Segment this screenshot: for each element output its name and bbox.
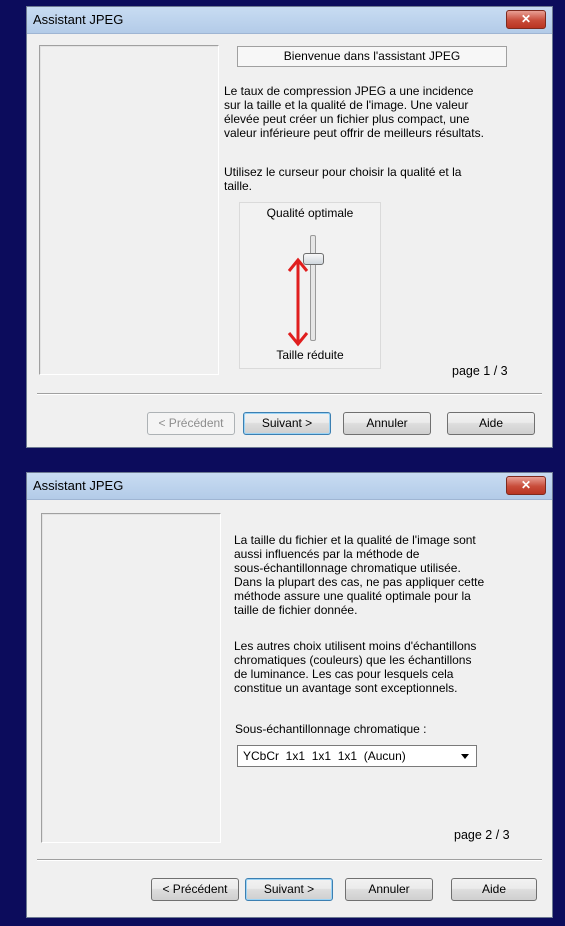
slider-track[interactable] bbox=[310, 235, 316, 341]
page-indicator: page 1 / 3 bbox=[452, 364, 508, 378]
separator bbox=[37, 859, 542, 861]
help-button[interactable]: Aide bbox=[451, 878, 537, 901]
jpeg-wizard-dialog-page2 bbox=[26, 472, 553, 918]
subsampling-description: La taille du fichier et la qualité de l'image sont aussi influencés par la méthode de sous-échantillonnage chromatique utilisée. Dans la plupart des cas, ne pas appliquer cette méthode assure une qualité optimale pour la taille de fichier donnée. bbox=[234, 533, 485, 617]
chroma-subsampling-select[interactable] bbox=[237, 745, 477, 767]
slider-bottom-label: Taille réduite bbox=[276, 348, 344, 362]
subsampling-label: Sous-échantillonnage chromatique : bbox=[235, 722, 427, 736]
previous-button[interactable]: < Précédent bbox=[151, 878, 239, 901]
slider-top-label: Qualité optimale bbox=[266, 206, 354, 220]
instruction-paragraph: Utilisez le curseur pour choisir la qualité et la taille. bbox=[224, 165, 462, 193]
jpeg-wizard-dialog-page1 bbox=[26, 6, 553, 448]
close-button[interactable] bbox=[506, 10, 546, 29]
next-button[interactable]: Suivant > bbox=[245, 878, 333, 901]
quality-slider-panel bbox=[239, 202, 381, 369]
close-button[interactable] bbox=[506, 476, 546, 495]
title-bar bbox=[27, 7, 552, 34]
separator bbox=[37, 393, 542, 395]
double-arrow-icon bbox=[286, 256, 310, 348]
wizard-image-panel bbox=[41, 513, 221, 843]
cancel-button[interactable]: Annuler bbox=[345, 878, 433, 901]
description-paragraph: Le taux de compression JPEG a une incidence sur la taille et la qualité de l'image. Une valeur élevée peut créer un fichier plus compact, une valeur inférieure peut offrir de meilleurs résultats. bbox=[224, 84, 484, 140]
cancel-button[interactable]: Annuler bbox=[343, 412, 431, 435]
wizard-image-panel bbox=[39, 45, 219, 375]
window-title: Assistant JPEG bbox=[33, 12, 124, 27]
help-button[interactable]: Aide bbox=[447, 412, 535, 435]
chevron-down-icon[interactable] bbox=[461, 754, 469, 759]
page-indicator: page 2 / 3 bbox=[454, 828, 510, 842]
select-value: YCbCr 1x1 1x1 1x1 (Aucun) bbox=[243, 749, 406, 763]
next-button[interactable]: Suivant > bbox=[243, 412, 331, 435]
close-icon: ✕ bbox=[520, 478, 532, 492]
window-title: Assistant JPEG bbox=[33, 478, 124, 493]
wizard-heading: Bienvenue dans l'assistant JPEG bbox=[237, 46, 507, 67]
subsampling-details: Les autres choix utilisent moins d'échantillons chromatiques (couleurs) que les échantillons de luminance. Les cas pour lesquels cela constitue un avantage sont exceptionnels. bbox=[234, 639, 477, 695]
close-icon: ✕ bbox=[520, 12, 532, 26]
previous-button[interactable]: < Précédent bbox=[147, 412, 235, 435]
title-bar bbox=[27, 473, 552, 500]
